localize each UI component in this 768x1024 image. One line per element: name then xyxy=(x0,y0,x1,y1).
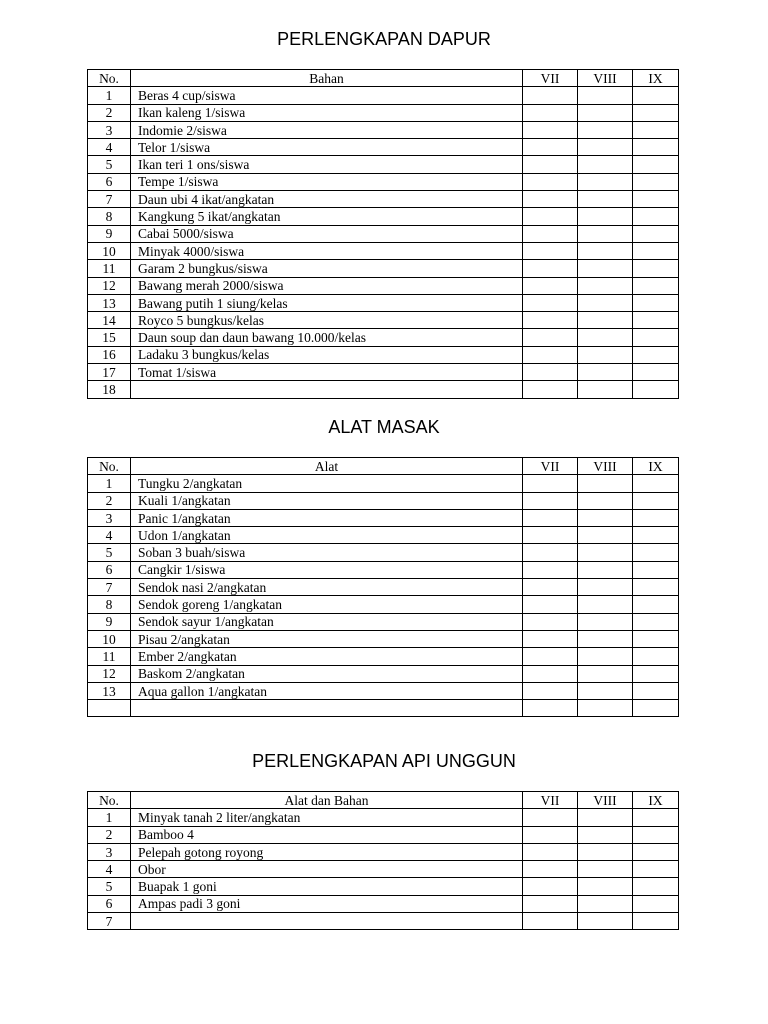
row-number: 8 xyxy=(88,596,131,613)
table-row xyxy=(88,277,679,294)
table-row xyxy=(88,913,679,930)
cell-viii xyxy=(578,492,633,509)
row-item: Sendok sayur 1/angkatan xyxy=(131,613,523,630)
cell-viii xyxy=(578,346,633,363)
cell-ix xyxy=(633,312,679,329)
row-item: Baskom 2/angkatan xyxy=(131,665,523,682)
row-number: 8 xyxy=(88,208,131,225)
cell-viii xyxy=(578,809,633,826)
cell-viii xyxy=(578,156,633,173)
table-row xyxy=(88,225,679,242)
header-viii: VIII xyxy=(578,70,633,87)
cell-vii xyxy=(523,260,578,277)
cell-viii xyxy=(578,648,633,665)
row-number: 10 xyxy=(88,242,131,259)
table-row xyxy=(88,544,679,561)
row-number: 7 xyxy=(88,579,131,596)
cell-vii xyxy=(523,277,578,294)
row-item: Soban 3 buah/siswa xyxy=(131,544,523,561)
row-number: 3 xyxy=(88,121,131,138)
cell-ix xyxy=(633,173,679,190)
table-row xyxy=(88,87,679,104)
header-viii: VIII xyxy=(578,792,633,809)
table-row xyxy=(88,364,679,381)
row-number: 4 xyxy=(88,861,131,878)
cell-viii xyxy=(578,596,633,613)
table-row xyxy=(88,700,679,717)
cell-ix xyxy=(633,509,679,526)
cell-ix xyxy=(633,121,679,138)
cell-vii xyxy=(523,139,578,156)
row-item: Tomat 1/siswa xyxy=(131,364,523,381)
cell-viii xyxy=(578,173,633,190)
row-item: Bamboo 4 xyxy=(131,826,523,843)
cell-vii xyxy=(523,648,578,665)
table-row xyxy=(88,665,679,682)
table-alat-masak xyxy=(87,457,679,717)
cell-vii xyxy=(523,809,578,826)
header-no: No. xyxy=(88,458,131,475)
row-number: 14 xyxy=(88,312,131,329)
table-header-row xyxy=(88,792,679,809)
cell-viii xyxy=(578,630,633,647)
row-item: Tempe 1/siswa xyxy=(131,173,523,190)
cell-viii xyxy=(578,329,633,346)
cell-ix xyxy=(633,809,679,826)
row-number: 11 xyxy=(88,648,131,665)
row-item: Cangkir 1/siswa xyxy=(131,561,523,578)
row-item xyxy=(131,381,523,398)
cell-vii xyxy=(523,509,578,526)
row-item: Buapak 1 goni xyxy=(131,878,523,895)
row-item: Ampas padi 3 goni xyxy=(131,895,523,912)
cell-vii xyxy=(523,826,578,843)
cell-ix xyxy=(633,346,679,363)
row-number: 18 xyxy=(88,381,131,398)
cell-viii xyxy=(578,294,633,311)
table-row xyxy=(88,208,679,225)
row-item: Ikan kaleng 1/siswa xyxy=(131,104,523,121)
row-item: Obor xyxy=(131,861,523,878)
row-item: Panic 1/angkatan xyxy=(131,509,523,526)
cell-vii xyxy=(523,700,578,717)
row-item: Pelepah gotong royong xyxy=(131,843,523,860)
row-number: 2 xyxy=(88,104,131,121)
cell-vii xyxy=(523,475,578,492)
cell-viii xyxy=(578,613,633,630)
row-item: Telor 1/siswa xyxy=(131,139,523,156)
row-number: 10 xyxy=(88,630,131,647)
cell-ix xyxy=(633,87,679,104)
row-item: Royco 5 bungkus/kelas xyxy=(131,312,523,329)
section-title-alat-masak: ALAT MASAK xyxy=(328,417,440,437)
cell-ix xyxy=(633,104,679,121)
table-row xyxy=(88,492,679,509)
cell-ix xyxy=(633,700,679,717)
row-number: 1 xyxy=(88,809,131,826)
table-row xyxy=(88,895,679,912)
header-ix: IX xyxy=(633,70,679,87)
cell-ix xyxy=(633,225,679,242)
cell-ix xyxy=(633,826,679,843)
header-ix: IX xyxy=(633,792,679,809)
header-no: No. xyxy=(88,792,131,809)
row-number: 3 xyxy=(88,843,131,860)
cell-viii xyxy=(578,208,633,225)
cell-vii xyxy=(523,596,578,613)
row-number: 6 xyxy=(88,173,131,190)
cell-viii xyxy=(578,225,633,242)
cell-viii xyxy=(578,843,633,860)
row-number: 4 xyxy=(88,139,131,156)
table-row xyxy=(88,104,679,121)
cell-viii xyxy=(578,878,633,895)
cell-vii xyxy=(523,527,578,544)
cell-viii xyxy=(578,665,633,682)
table-row xyxy=(88,648,679,665)
cell-viii xyxy=(578,139,633,156)
cell-viii xyxy=(578,475,633,492)
cell-viii xyxy=(578,191,633,208)
row-item: Bawang putih 1 siung/kelas xyxy=(131,294,523,311)
row-item: Daun ubi 4 ikat/angkatan xyxy=(131,191,523,208)
row-number: 1 xyxy=(88,87,131,104)
row-item: Cabai 5000/siswa xyxy=(131,225,523,242)
row-number: 4 xyxy=(88,527,131,544)
cell-viii xyxy=(578,260,633,277)
cell-viii xyxy=(578,527,633,544)
cell-viii xyxy=(578,364,633,381)
cell-ix xyxy=(633,527,679,544)
cell-viii xyxy=(578,242,633,259)
table-header-row xyxy=(88,458,679,475)
cell-ix xyxy=(633,364,679,381)
row-item: Udon 1/angkatan xyxy=(131,527,523,544)
cell-vii xyxy=(523,225,578,242)
table-row xyxy=(88,630,679,647)
table-perlengkapan-dapur xyxy=(87,69,679,399)
row-number: 9 xyxy=(88,613,131,630)
cell-vii xyxy=(523,682,578,699)
cell-ix xyxy=(633,381,679,398)
cell-vii xyxy=(523,364,578,381)
cell-vii xyxy=(523,208,578,225)
table-row xyxy=(88,329,679,346)
row-number: 7 xyxy=(88,191,131,208)
row-item xyxy=(131,700,523,717)
cell-vii xyxy=(523,861,578,878)
table-header-row xyxy=(88,70,679,87)
cell-vii xyxy=(523,561,578,578)
cell-vii xyxy=(523,294,578,311)
table-row xyxy=(88,294,679,311)
table-row xyxy=(88,381,679,398)
table-row xyxy=(88,173,679,190)
row-item: Daun soup dan daun bawang 10.000/kelas xyxy=(131,329,523,346)
cell-vii xyxy=(523,329,578,346)
table-row xyxy=(88,613,679,630)
cell-vii xyxy=(523,843,578,860)
row-number: 9 xyxy=(88,225,131,242)
row-number: 3 xyxy=(88,509,131,526)
cell-ix xyxy=(633,613,679,630)
cell-vii xyxy=(523,121,578,138)
cell-vii xyxy=(523,492,578,509)
header-ix: IX xyxy=(633,458,679,475)
cell-ix xyxy=(633,156,679,173)
row-item: Ladaku 3 bungkus/kelas xyxy=(131,346,523,363)
cell-viii xyxy=(578,579,633,596)
row-number: 12 xyxy=(88,277,131,294)
table-row xyxy=(88,191,679,208)
table-row xyxy=(88,121,679,138)
row-item: Kuali 1/angkatan xyxy=(131,492,523,509)
cell-ix xyxy=(633,492,679,509)
row-item: Tungku 2/angkatan xyxy=(131,475,523,492)
cell-viii xyxy=(578,312,633,329)
table-perlengkapan-api-unggun xyxy=(87,791,679,930)
row-number: 16 xyxy=(88,346,131,363)
cell-ix xyxy=(633,475,679,492)
table-row xyxy=(88,843,679,860)
cell-viii xyxy=(578,509,633,526)
cell-viii xyxy=(578,561,633,578)
table-row xyxy=(88,312,679,329)
cell-ix xyxy=(633,544,679,561)
row-item: Kangkung 5 ikat/angkatan xyxy=(131,208,523,225)
row-item: Garam 2 bungkus/siswa xyxy=(131,260,523,277)
row-number: 13 xyxy=(88,294,131,311)
row-number: 17 xyxy=(88,364,131,381)
table-row xyxy=(88,527,679,544)
row-item: Beras 4 cup/siswa xyxy=(131,87,523,104)
cell-vii xyxy=(523,381,578,398)
header-item: Alat xyxy=(131,458,523,475)
table-row xyxy=(88,809,679,826)
cell-ix xyxy=(633,561,679,578)
table-row xyxy=(88,561,679,578)
cell-vii xyxy=(523,191,578,208)
cell-viii xyxy=(578,682,633,699)
row-number: 12 xyxy=(88,665,131,682)
cell-viii xyxy=(578,87,633,104)
table-row xyxy=(88,475,679,492)
header-item: Bahan xyxy=(131,70,523,87)
table-row xyxy=(88,346,679,363)
cell-vii xyxy=(523,104,578,121)
cell-ix xyxy=(633,843,679,860)
table-row xyxy=(88,826,679,843)
row-item: Pisau 2/angkatan xyxy=(131,630,523,647)
cell-ix xyxy=(633,665,679,682)
row-number: 5 xyxy=(88,544,131,561)
header-vii: VII xyxy=(523,792,578,809)
cell-vii xyxy=(523,895,578,912)
cell-vii xyxy=(523,665,578,682)
cell-vii xyxy=(523,346,578,363)
cell-viii xyxy=(578,381,633,398)
row-item: Ikan teri 1 ons/siswa xyxy=(131,156,523,173)
cell-ix xyxy=(633,878,679,895)
table-row xyxy=(88,242,679,259)
table-row xyxy=(88,509,679,526)
cell-viii xyxy=(578,913,633,930)
cell-ix xyxy=(633,895,679,912)
cell-ix xyxy=(633,630,679,647)
cell-ix xyxy=(633,191,679,208)
cell-ix xyxy=(633,579,679,596)
table-row xyxy=(88,139,679,156)
cell-vii xyxy=(523,312,578,329)
cell-viii xyxy=(578,277,633,294)
row-number xyxy=(88,700,131,717)
header-vii: VII xyxy=(523,458,578,475)
section-title-perlengkapan-api-unggun: PERLENGKAPAN API UNGGUN xyxy=(252,751,516,771)
row-number: 1 xyxy=(88,475,131,492)
cell-ix xyxy=(633,596,679,613)
cell-ix xyxy=(633,861,679,878)
cell-ix xyxy=(633,277,679,294)
cell-viii xyxy=(578,826,633,843)
row-item: Bawang merah 2000/siswa xyxy=(131,277,523,294)
cell-vii xyxy=(523,173,578,190)
cell-ix xyxy=(633,139,679,156)
cell-vii xyxy=(523,156,578,173)
cell-ix xyxy=(633,294,679,311)
row-number: 15 xyxy=(88,329,131,346)
row-number: 5 xyxy=(88,156,131,173)
row-number: 2 xyxy=(88,492,131,509)
table-row xyxy=(88,861,679,878)
cell-viii xyxy=(578,544,633,561)
cell-vii xyxy=(523,913,578,930)
row-number: 7 xyxy=(88,913,131,930)
header-vii: VII xyxy=(523,70,578,87)
cell-vii xyxy=(523,87,578,104)
cell-ix xyxy=(633,208,679,225)
header-no: No. xyxy=(88,70,131,87)
table-row xyxy=(88,260,679,277)
cell-ix xyxy=(633,913,679,930)
cell-viii xyxy=(578,700,633,717)
row-item: Indomie 2/siswa xyxy=(131,121,523,138)
row-number: 11 xyxy=(88,260,131,277)
table-row xyxy=(88,878,679,895)
header-viii: VIII xyxy=(578,458,633,475)
cell-ix xyxy=(633,260,679,277)
cell-ix xyxy=(633,329,679,346)
cell-viii xyxy=(578,104,633,121)
table-row xyxy=(88,156,679,173)
cell-vii xyxy=(523,544,578,561)
table-row xyxy=(88,579,679,596)
table-row xyxy=(88,596,679,613)
row-number: 6 xyxy=(88,561,131,578)
cell-ix xyxy=(633,648,679,665)
cell-vii xyxy=(523,242,578,259)
row-number: 13 xyxy=(88,682,131,699)
row-item: Minyak tanah 2 liter/angkatan xyxy=(131,809,523,826)
row-item: Sendok goreng 1/angkatan xyxy=(131,596,523,613)
cell-ix xyxy=(633,682,679,699)
row-number: 2 xyxy=(88,826,131,843)
cell-ix xyxy=(633,242,679,259)
header-item: Alat dan Bahan xyxy=(131,792,523,809)
section-title-perlengkapan-dapur: PERLENGKAPAN DAPUR xyxy=(277,29,491,49)
cell-viii xyxy=(578,861,633,878)
cell-vii xyxy=(523,878,578,895)
row-item: Aqua gallon 1/angkatan xyxy=(131,682,523,699)
row-item: Minyak 4000/siswa xyxy=(131,242,523,259)
cell-vii xyxy=(523,613,578,630)
cell-vii xyxy=(523,630,578,647)
row-item: Sendok nasi 2/angkatan xyxy=(131,579,523,596)
row-item: Ember 2/angkatan xyxy=(131,648,523,665)
cell-viii xyxy=(578,121,633,138)
cell-vii xyxy=(523,579,578,596)
table-row xyxy=(88,682,679,699)
row-number: 6 xyxy=(88,895,131,912)
row-number: 5 xyxy=(88,878,131,895)
cell-viii xyxy=(578,895,633,912)
row-item xyxy=(131,913,523,930)
